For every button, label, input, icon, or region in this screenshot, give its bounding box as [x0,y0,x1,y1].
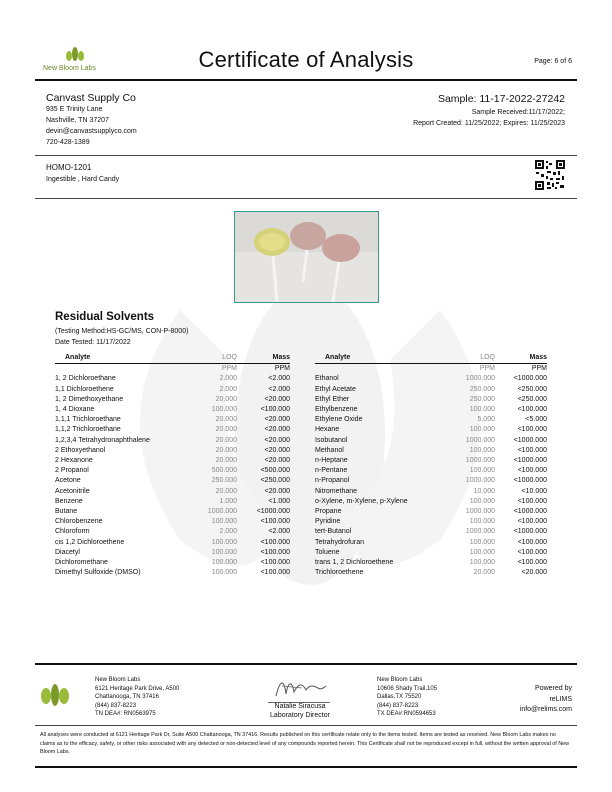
sample-id: Sample: 11-17-2022-27242 [437,93,565,105]
table-row [315,456,547,466]
mass-cell: <100.000 [517,548,547,556]
loq-cell: 20.000 [215,487,237,495]
loq-cell: 10.000 [473,487,495,495]
table-row [55,487,290,497]
table-row [55,456,290,466]
loq-cell: 100.000 [211,538,237,546]
table-row [55,476,290,486]
header-loq: LOQ [435,353,495,364]
mass-cell: <20.000 [264,426,290,434]
unit-loq: PPM [479,365,495,373]
analyte-cell: 2 Ethoxyethanol [55,446,106,454]
footer-logo-icon [40,681,70,709]
mass-cell: <1000.000 [256,508,290,516]
analyte-cell: 1, 2 Dichloroethane [55,375,116,383]
lab2-line: New Bloom Labs [377,677,423,683]
analyte-cell: 1, 2 Dimethoxyethane [55,395,124,403]
loq-cell: 2.000 [219,375,237,383]
table-row [315,497,547,507]
lab2-line: TX DEA#:RN0594653 [377,711,436,717]
analyte-cell: Hexane [315,426,340,434]
mass-cell: <1000.000 [513,457,547,465]
mass-cell: <100.000 [517,426,547,434]
analyte-cell: Ethanol [315,375,339,383]
table-row [55,568,290,578]
analyte-cell: Isobutanol [315,436,348,444]
table-row [55,374,290,384]
mass-cell: <250.000 [517,395,547,403]
mass-cell: <20.000 [521,569,547,577]
analyte-cell: cis 1,2 Dichloroethene [55,538,125,546]
table-row [315,374,547,384]
analyte-cell: Butane [55,508,78,516]
mass-cell: <20.000 [264,487,290,495]
loq-cell: 100.000 [469,559,495,567]
table-row [315,517,547,527]
mass-cell: <2.000 [268,375,290,383]
table-row [315,476,547,486]
loq-cell: 20.000 [215,426,237,434]
loq-cell: 100.000 [469,467,495,475]
loq-cell: 100.000 [469,406,495,414]
table-row [55,415,290,425]
report-dates: Report Created: 11/25/2022; Expires: 11/25/2023 [413,120,565,127]
loq-cell: 20.000 [215,446,237,454]
mass-cell: <2.000 [268,528,290,536]
header-loq: LOQ [190,353,237,364]
powered-line: reLIMS [549,695,572,703]
loq-cell: 100.000 [211,569,237,577]
signer-title: Laboratory Director [270,712,330,719]
table-row [55,466,290,476]
loq-cell: 100.000 [469,426,495,434]
table-row [315,548,547,558]
date-tested: Date Tested: 11/17/2022 [55,339,131,346]
mass-cell: <10.000 [521,487,547,495]
loq-cell: 20.000 [215,457,237,465]
header-analyte: Analyte [55,353,190,364]
table-row [315,446,547,456]
lab1-address [95,676,179,719]
analyte-cell: 1, 4 Dioxane [55,406,95,414]
lab1-line: (844) 837-8223 [95,702,137,709]
lab1-line: Chattanooga, TN 37416 [95,694,159,700]
loq-cell: 100.000 [211,548,237,556]
mass-cell: <1000.000 [513,528,547,536]
loq-cell: 20.000 [215,395,237,403]
logo-text: New Bloom Labs [43,65,96,72]
mass-cell: <20.000 [264,457,290,465]
solvents-table-left [55,353,290,578]
mass-cell: <1.000 [268,497,290,505]
loq-cell: 1.000 [219,497,237,505]
analyte-cell: Ethyl Acetate [315,385,356,393]
loq-cell: 100.000 [469,518,495,526]
product-id: HOMO-1201 [46,163,92,172]
page-title: Certificate of Analysis [198,47,414,72]
lab1-line: 6121 Heritage Park Drive, A500 [95,685,180,692]
signature-image [272,676,328,700]
table-row [315,527,547,537]
analyte-cell: Pyridine [315,518,341,526]
loq-cell: 250.000 [211,477,237,485]
header-analyte: Analyte [315,353,435,364]
client-address2: Nashville, TN 37207 [46,117,109,124]
powered-line: info@relims.com [519,706,572,713]
loq-cell: 1000.000 [465,508,495,516]
mass-cell: <100.000 [260,548,290,556]
mass-cell: <100.000 [517,497,547,505]
table-row [315,568,547,578]
loq-cell: 2.000 [219,385,237,393]
mass-cell: <100.000 [517,406,547,414]
loq-cell: 2.000 [219,528,237,536]
analyte-cell: Methanol [315,446,344,454]
mass-cell: <100.000 [260,559,290,567]
header-mass: Mass [495,353,547,364]
table-row [55,446,290,456]
table-row [55,558,290,568]
mass-cell: <500.000 [260,467,290,475]
analyte-cell: Propane [315,508,342,516]
footer-rule-bottom [35,766,577,768]
disclaimer: All analyses were conducted at 6121 Heritage Park Dr, Suite A500 Chattanooga, TN 37416. Results published on this certificate relate only to the items tested. Items are tested as received. New Bloom Labs makes no claims as to the efficacy, safety, or other risks associated with any detected or non-detected level of any compounds reported herein. This Certificate shall not be reproduced except in full, without the written approval of New Bloom Labs. [40,732,570,756]
analyte-cell: tert-Butanol [315,528,352,536]
loq-cell: 5.000 [477,416,495,424]
analyte-cell: Ethyl Ether [315,395,350,403]
table-row [315,507,547,517]
analyte-cell: Acetone [55,477,81,485]
analyte-cell: 2 Hexanone [55,457,93,465]
table-row [315,487,547,497]
loq-cell: 100.000 [211,406,237,414]
header-rule [35,79,577,81]
analyte-cell: Ethylbenzene [315,406,358,414]
table-row [55,517,290,527]
loq-cell: 500.000 [211,467,237,475]
loq-cell: 100.000 [211,559,237,567]
loq-cell: 1000.000 [465,457,495,465]
loq-cell: 100.000 [469,446,495,454]
unit-loq: PPM [221,365,237,373]
analyte-cell: 1,1,1 Trichloroethane [55,416,121,424]
powered-by [520,684,572,716]
lab2-line: (844) 837-8223 [377,702,419,709]
loq-cell: 20.000 [473,569,495,577]
table-row [315,425,547,435]
mass-cell: <100.000 [517,467,547,475]
loq-cell: 100.000 [469,538,495,546]
table-row [315,558,547,568]
mass-cell: <2.000 [268,385,290,393]
loq-cell: 100.000 [469,548,495,556]
powered-line: Powered by [535,685,572,692]
mass-cell: <100.000 [260,406,290,414]
testing-method: (Testing Method:HS-GC/MS, CON-P-8000) [55,328,189,335]
analyte-cell: Trichloroethene [315,569,364,577]
loq-cell: 1000.000 [465,477,495,485]
mass-cell: <20.000 [264,436,290,444]
mass-cell: <5.000 [525,416,547,424]
analyte-cell: Nitromethane [315,487,358,495]
analyte-cell: Ethylene Oxide [315,416,363,424]
table-row [315,538,547,548]
table-row [55,405,290,415]
loq-cell: 100.000 [211,518,237,526]
loq-cell: 1000.000 [207,508,237,516]
analyte-cell: trans 1, 2 Dichloroethene [315,559,394,567]
table-row [55,548,290,558]
lab2-line: 10606 Shady Trail,105 [377,685,438,692]
mass-cell: <1000.000 [513,477,547,485]
analyte-cell: Acetonitrile [55,487,90,495]
mass-cell: <100.000 [517,538,547,546]
analyte-cell: 1,2,3,4 Tetrahydronaphthalene [55,436,150,444]
mass-cell: <100.000 [517,559,547,567]
lab2-line: Dallas,TX 75520 [377,694,422,700]
footer-rule-top [35,663,577,665]
analyte-cell: Diacetyl [55,548,80,556]
table-row [55,425,290,435]
analyte-cell: 2 Propanol [55,467,89,475]
analyte-cell: Dimethyl Sulfoxide (DMSO) [55,569,141,577]
analyte-cell: Tetrahydrofuran [315,538,365,546]
table-row [55,385,290,395]
analyte-cell: Benzene [55,497,83,505]
loq-cell: 20.000 [215,416,237,424]
analyte-cell: Chloroform [55,528,90,536]
mass-cell: <100.000 [260,569,290,577]
sample-received: Sample Received:11/17/2022; [471,109,565,116]
table-row [315,405,547,415]
analyte-cell: Dichloromethane [55,559,108,567]
mass-cell: <20.000 [264,416,290,424]
table-row [55,527,290,537]
table-row [315,436,547,446]
client-email: devin@canvastsupplyco.com [46,128,137,135]
mass-cell: <250.000 [260,477,290,485]
loq-cell: 20.000 [215,436,237,444]
table-row [315,385,547,395]
analyte-cell: o-Xylene, m-Xylene, p-Xylene [315,497,408,505]
table-row [55,395,290,405]
table-row [315,395,547,405]
table-row [55,436,290,446]
client-address1: 935 E Trinity Lane [46,106,103,113]
signer-name: Natalie Siracusa [274,703,326,710]
header-mass: Mass [237,353,290,364]
analyte-cell: n-Propanol [315,477,350,485]
loq-cell: 1000.000 [465,528,495,536]
mass-cell: <1000.000 [513,375,547,383]
qr-code-icon [535,160,565,190]
unit-mass: PPM [274,365,290,373]
mass-cell: <100.000 [260,538,290,546]
mass-cell: <100.000 [517,518,547,526]
client-name: Canvast Supply Co [46,92,136,104]
mass-cell: <1000.000 [513,436,547,444]
loq-cell: 100.000 [469,497,495,505]
product-type: Ingestible , Hard Candy [46,176,120,183]
analyte-cell: Chlorobenzene [55,518,103,526]
info-rule [35,155,577,156]
page-number: Page: 6 of 6 [534,58,572,65]
product-rule [35,198,577,199]
lab1-line: New Bloom Labs [95,677,141,683]
analyte-cell: Toluene [315,548,340,556]
table-row [55,507,290,517]
lab1-line: TN DEA#: RN0563975 [95,711,156,717]
analyte-cell: 1,1 Dichloroethene [55,385,114,393]
mass-cell: <100.000 [517,446,547,454]
loq-cell: 1000.000 [465,436,495,444]
lab2-address [377,676,437,719]
footer-rule-mid [35,725,577,726]
analyte-cell: 1,1,2 Trichloroethane [55,426,121,434]
analyte-cell: n-Heptane [315,457,348,465]
client-phone: 720-428-1389 [46,139,90,146]
loq-cell: 250.000 [469,385,495,393]
mass-cell: <20.000 [264,395,290,403]
loq-cell: 250.000 [469,395,495,403]
mass-cell: <100.000 [260,518,290,526]
table-row [315,466,547,476]
unit-mass: PPM [531,365,547,373]
section-title: Residual Solvents [55,311,155,323]
mass-cell: <1000.000 [513,508,547,516]
table-row [55,538,290,548]
mass-cell: <20.000 [264,446,290,454]
product-photo [234,211,379,303]
table-row [55,497,290,507]
loq-cell: 1000.000 [465,375,495,383]
table-row [315,415,547,425]
solvents-table-right [315,353,547,578]
analyte-cell: n-Pentane [315,467,348,475]
mass-cell: <250.000 [517,385,547,393]
